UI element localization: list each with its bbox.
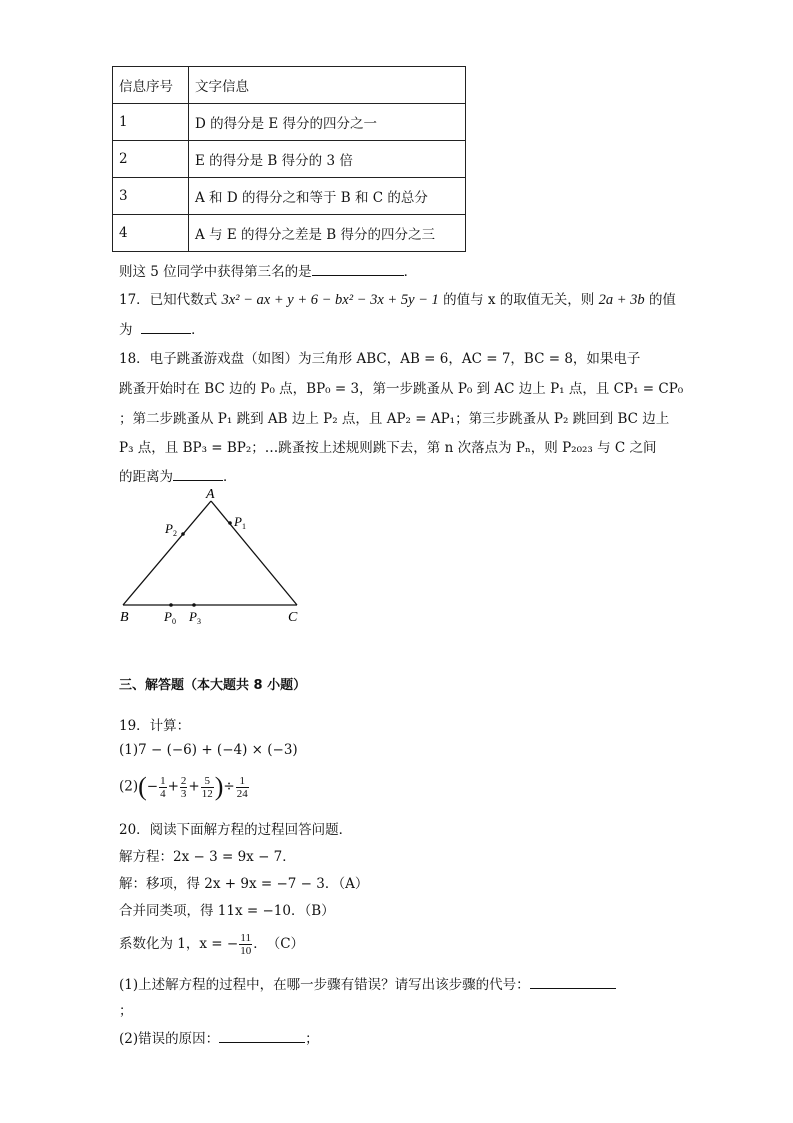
q20-step-c-pre: 系数化为 1，x = − [119,936,239,952]
numerator: 11 [240,932,251,944]
numerator: 5 [201,775,214,788]
info-table [112,66,466,252]
triangle-figure [108,484,318,629]
q20-sub2 [119,1027,319,1047]
row-info: D 的得分是 E 得分的四分之一 [189,104,466,141]
q18-line4: P₃ 点，且 BP₃ = BP₂；…跳蚤按上述规则跳下去，第 n 次落点为 Pₙ，则 P₂₀₂₃ 与 C 之间 [119,440,657,456]
row-no: 4 [113,215,189,252]
row-no: 3 [113,178,189,215]
q18-blank[interactable] [173,468,223,481]
label-p2-sub: 2 [172,529,177,538]
q20-title: 20．阅读下面解方程的过程回答问题． [119,822,353,838]
plus-sign: + [167,778,179,795]
divide-sign: ÷ [223,778,235,795]
side-ab [123,501,211,605]
q16-text: 则这 5 位同学中获得第三名的是 [119,264,312,280]
point-p0 [169,603,173,607]
label-p1-sub: 1 [241,522,246,531]
side-ac [211,501,297,605]
right-paren: ) [214,772,224,801]
q19-part2-label: (2) [119,778,139,795]
label-p0-letter: P [164,609,172,624]
label-p3-letter: P [189,609,197,624]
label-p3 [188,609,201,626]
denominator: 3 [180,787,187,800]
q17-line2: 为 ． [119,322,205,338]
q18-line1: 18．电子跳蚤游戏盘（如图）为三角形 ABC，AB = 6，AC = 7，BC = 8，如果电子 [119,351,641,367]
header-cell-info: 文字信息 [189,67,466,104]
row-info: A 与 E 的得分之差是 B 得分的四分之三 [189,215,466,252]
header-cell-no: 信息序号 [113,67,189,104]
point-p2 [181,532,185,536]
q16-answer-line: 则这 5 位同学中获得第三名的是 ． [119,264,418,280]
q19-part1: (1)7 − (−6) + (−4) × (−3) [119,742,298,758]
q20-sub2-text: (2)错误的原因： [119,1031,220,1047]
row-info: A 和 D 的得分之和等于 B 和 C 的总分 [189,178,466,215]
q20-step-c-post: ． （C） [253,936,305,952]
q20-step-c [119,932,304,957]
q19-part2 [119,772,250,802]
row-no: 1 [113,104,189,141]
q17-suffix: 的值 [648,292,676,308]
denominator: 10 [240,945,252,957]
denominator: 4 [160,787,166,800]
fraction [236,775,249,800]
label-p2-letter: P [165,521,173,536]
point-p1 [228,521,232,525]
q20-step-b: 合并同类项，得 11x = −10．（B） [119,903,335,919]
denominator: 24 [236,787,248,800]
q18-line5: 的距离为 ． [119,469,237,485]
fraction [239,932,252,957]
row-info: E 的得分是 B 得分的 3 倍 [189,141,466,178]
label-p3-sub: 3 [196,617,201,626]
table-row [113,215,466,252]
fraction [180,775,188,800]
plus-sign: + [188,778,200,795]
q20-sub2-end: ； [305,1031,319,1047]
q20-step-a: 解：移项，得 2x + 9x = −7 − 3．（A） [119,876,369,892]
label-p0-sub: 0 [171,617,176,626]
left-paren: ( [138,772,147,801]
q17-mid: 的值与 x 的取值无关，则 [443,292,595,308]
q18-line5-text: 的距离为 [119,469,173,485]
fraction [201,775,214,800]
q20-sub1 [119,973,616,993]
numerator: 1 [236,775,249,788]
q20-equation: 解方程：2x − 3 = 9x − 7． [119,849,296,865]
table-row [113,178,466,215]
q20-sub2-blank[interactable] [219,1030,305,1043]
label-p0 [163,609,176,626]
q18-line2: 跳蚤开始时在 BC 边的 P₀ 点，BP₀ = 3，第一步跳蚤从 P₀ 到 AC 边上 P₁ 点，且 CP₁ = CP₀ [119,381,684,397]
table-row [113,104,466,141]
numerator: 2 [180,774,187,787]
q17-line1 [119,288,676,309]
label-b: B [120,610,129,625]
section-heading: 三、解答题（本大题共 8 小题） [119,678,307,693]
label-c: C [288,610,298,625]
q20-sub1-text: (1)上述解方程的过程中，在哪一步骤有错误？请写出该步骤的代号： [119,977,530,993]
q20-sub1-end: ； [119,1003,133,1019]
table-row [113,141,466,178]
q17-blank[interactable] [141,321,191,334]
q20-sub1-blank[interactable] [530,976,616,989]
fraction [159,775,167,800]
minus-sign: − [146,778,159,795]
label-a: A [206,487,215,502]
table-header-row [113,67,466,104]
q16-blank[interactable] [312,263,404,276]
q18-line3: ；第二步跳蚤从 P₁ 跳到 AB 边上 P₂ 点，且 AP₂ = AP₁；第三步跳蚤从 P₂ 跳回到 BC 边上 [119,411,670,427]
point-p3 [192,603,196,607]
label-p2 [164,521,177,538]
q17-expression: 3x² − ax + y + 6 − bx² − 3x + 5y − 1 [221,292,439,308]
label-p1 [233,514,246,531]
row-no: 2 [113,141,189,178]
q17-line2-text: 为 [119,322,133,338]
q19-title: 19．计算： [119,718,191,734]
denominator: 12 [201,787,213,800]
q17-target: 2a + 3b [598,292,645,308]
q17-prefix: 17．已知代数式 [119,292,218,308]
numerator: 1 [160,774,166,787]
label-p1-letter: P [234,514,242,529]
